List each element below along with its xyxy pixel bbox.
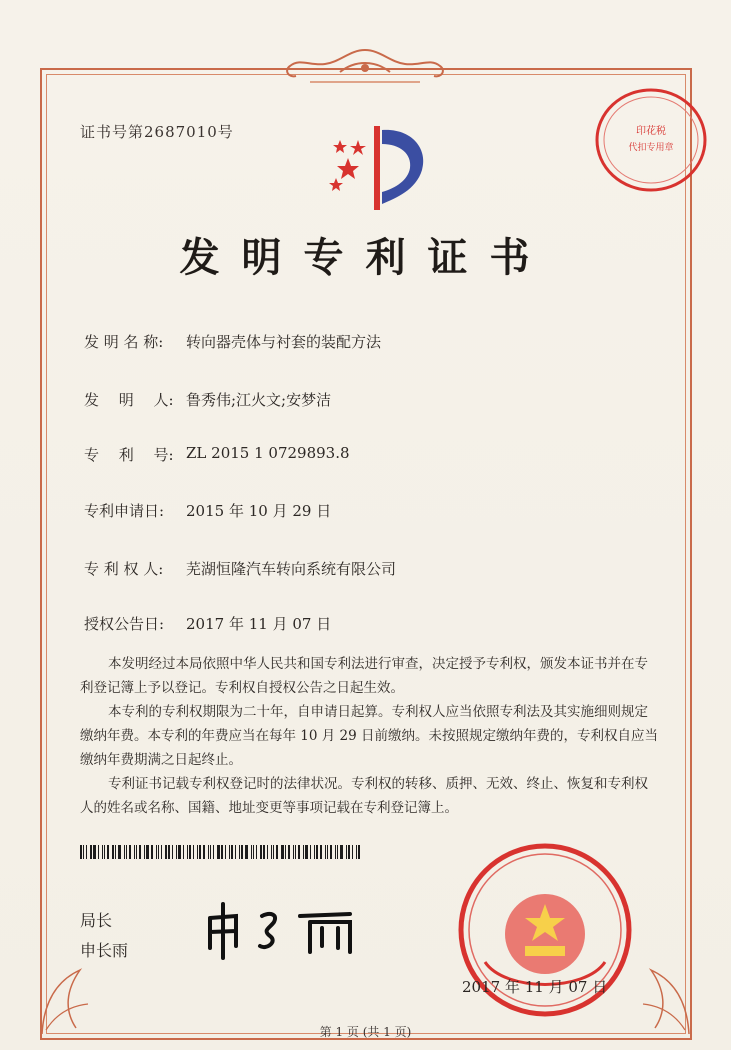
paragraph: 专利证书记载专利权登记时的法律状况。专利权的转移、质押、无效、终止、恢复和专利权人的姓名或名称、国籍、地址变更等事项记载在专利登记簿上。 [80, 776, 648, 816]
barcode-bar [187, 845, 188, 859]
barcode-bar [352, 845, 353, 859]
barcode-bar [267, 845, 268, 859]
barcode-bar [225, 845, 226, 859]
barcode-bar [203, 845, 205, 859]
barcode [80, 845, 376, 859]
barcode-bar [104, 845, 105, 859]
barcode-bar [107, 845, 109, 859]
barcode-bar [161, 845, 162, 859]
signature-icon [200, 898, 390, 962]
barcode-bar [235, 845, 236, 859]
barcode-bar [241, 845, 243, 859]
barcode-bar [245, 845, 248, 859]
barcode-bar [210, 845, 211, 859]
field-value-invention-name: 转向器壳体与衬套的装配方法 [186, 333, 382, 351]
barcode-bar [356, 845, 357, 859]
barcode-bar [251, 845, 252, 859]
barcode-bar [86, 845, 87, 859]
field-label-invention-name: 发 明 名 称: [84, 333, 164, 351]
barcode-bar [178, 845, 181, 859]
field-value-inventors: 鲁秀伟;江火文;安梦洁 [186, 391, 332, 409]
barcode-bar [83, 845, 84, 859]
barcode-bar [183, 845, 184, 859]
barcode-bar [346, 845, 347, 859]
barcode-bar [229, 845, 230, 859]
barcode-bar [217, 845, 220, 859]
field-label-patentee: 专 利 权 人: [84, 560, 164, 578]
barcode-bar [208, 845, 209, 859]
barcode-bar [126, 845, 127, 859]
certificate-number: 证书号第2687010号 [80, 123, 234, 141]
barcode-bar [199, 845, 201, 859]
barcode-bar [298, 845, 300, 859]
field-value-patentee: 芜湖恒隆汽车转向系统有限公司 [186, 560, 397, 578]
barcode-bar [281, 845, 284, 859]
field-label-application-date: 专利申请日: [84, 502, 165, 520]
barcode-bar [134, 845, 135, 859]
barcode-bar [221, 845, 223, 859]
barcode-bar [288, 845, 290, 859]
field-value-announcement-date: 2017 年 11 月 07 日 [186, 615, 332, 633]
barcode-bar [271, 845, 272, 859]
barcode-bar [115, 845, 116, 859]
barcode-bar [80, 845, 82, 859]
stamp-seal-small-icon [592, 86, 710, 194]
barcode-bar [320, 845, 322, 859]
svg-text:代扣专用章: 代扣专用章 [628, 143, 674, 153]
barcode-bar [263, 845, 265, 859]
barcode-bar [325, 845, 326, 859]
barcode-bar [303, 845, 304, 859]
field-value-patent-number: ZL 2015 1 0729893.8 [186, 444, 350, 462]
barcode-bar [314, 845, 315, 859]
barcode-bar [330, 845, 332, 859]
barcode-bar [348, 845, 350, 859]
top-ornament-icon [270, 42, 460, 90]
barcode-bar [327, 845, 328, 859]
barcode-bar [193, 845, 194, 859]
barcode-bar [189, 845, 191, 859]
page-footer: 第 1 页 (共 1 页) [319, 1025, 412, 1039]
barcode-bar [112, 845, 114, 859]
barcode-bar [151, 845, 153, 859]
barcode-bar [310, 845, 311, 859]
issue-date: 2017 年 11 月 07 日 [462, 978, 608, 996]
field-label-patent-number: 专 利 号: [84, 446, 174, 464]
barcode-bar [156, 845, 157, 859]
paragraph: 本专利的专利权期限为二十年，自申请日起算。专利权人应当依照专利法及其实施细则规定缴纳年费。本专利的年费应当在每年 10 月 29 日前缴纳。未按照规定缴纳年费的，专利权自应当缴纳年费期满之日起终止。 [80, 704, 659, 768]
barcode-bar [136, 845, 137, 859]
barcode-bar [172, 845, 173, 859]
svg-text:印花税: 印花税 [636, 126, 666, 137]
barcode-bar [305, 845, 308, 859]
barcode-bar [256, 845, 257, 859]
barcode-bar [358, 845, 360, 859]
director-title: 局长 [80, 911, 113, 930]
barcode-bar [129, 845, 131, 859]
paragraph: 本发明经过本局依照中华人民共和国专利法进行审查，决定授予专利权，颁发本证书并在专利登记簿上予以登记。专利权自授权公告之日起生效。 [80, 656, 648, 696]
barcode-bar [285, 845, 286, 859]
barcode-bar [146, 845, 149, 859]
barcode-bar [118, 845, 121, 859]
barcode-bar [293, 845, 294, 859]
barcode-bar [144, 845, 145, 859]
barcode-bar [90, 845, 92, 859]
barcode-bar [165, 845, 167, 859]
barcode-bar [93, 845, 96, 859]
barcode-bar [102, 845, 103, 859]
field-value-application-date: 2015 年 10 月 29 日 [186, 502, 332, 520]
field-label-inventors: 发 明 人: [84, 391, 174, 409]
barcode-bar [158, 845, 159, 859]
director-name: 申长雨 [80, 941, 129, 960]
barcode-bar [276, 845, 278, 859]
barcode-bar [98, 845, 99, 859]
barcode-bar [176, 845, 177, 859]
barcode-bar [197, 845, 198, 859]
barcode-bar [231, 845, 233, 859]
barcode-bar [139, 845, 141, 859]
page-title: 发明专利证书 [179, 235, 552, 281]
barcode-bar [295, 845, 296, 859]
barcode-bar [273, 845, 274, 859]
field-label-announcement-date: 授权公告日: [84, 615, 165, 633]
barcode-bar [239, 845, 240, 859]
barcode-bar [124, 845, 125, 859]
cnipa-logo-icon [318, 118, 438, 218]
barcode-bar [253, 845, 254, 859]
barcode-bar [340, 845, 343, 859]
barcode-bar [335, 845, 336, 859]
barcode-bar [260, 845, 262, 859]
barcode-bar [168, 845, 170, 859]
barcode-bar [316, 845, 318, 859]
barcode-bar [213, 845, 214, 859]
barcode-bar [337, 845, 338, 859]
